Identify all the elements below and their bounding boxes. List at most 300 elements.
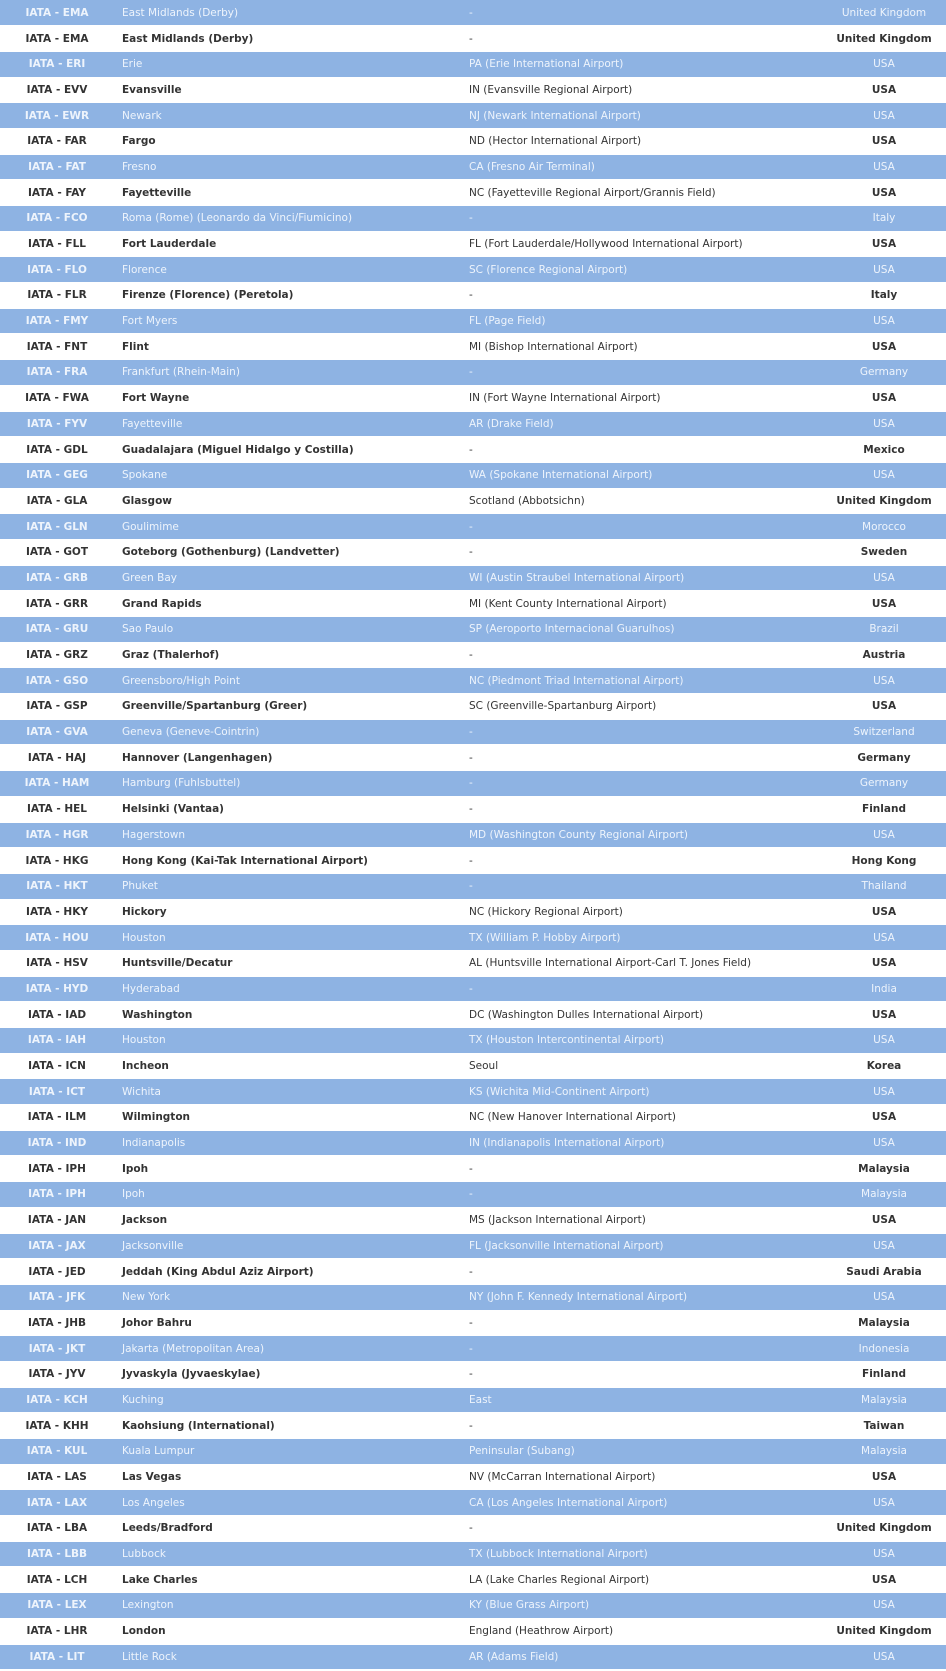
cell-region: IN (Fort Wayne International Airport) [461,385,822,411]
table-row [0,231,946,257]
cell-code: IATA - FAR [0,128,114,154]
cell-city: Fort Lauderdale [114,231,461,257]
table-row [0,1387,946,1413]
cell-code: IATA - IND [0,1130,114,1156]
cell-city: Firenze (Florence) (Peretola) [114,283,461,309]
cell-country: USA [822,899,946,925]
cell-code: IATA - HSV [0,950,114,976]
cell-city: Erie [114,51,461,77]
cell-code: IATA - HOU [0,925,114,951]
cell-city: Hyderabad [114,976,461,1002]
cell-code: IATA - FLO [0,257,114,283]
cell-city: Roma (Rome) (Leonardo da Vinci/Fiumicino) [114,206,461,232]
cell-city: Fayetteville [114,411,461,437]
cell-code: IATA - EVV [0,77,114,103]
cell-country: USA [822,668,946,694]
cell-city: East Midlands (Derby) [114,26,461,52]
table-row [0,128,946,154]
cell-region: - [461,745,822,771]
cell-city: Flint [114,334,461,360]
cell-country: Saudi Arabia [822,1259,946,1285]
cell-code: IATA - FMY [0,308,114,334]
table-row [0,206,946,232]
table-row [0,1516,946,1542]
cell-city: Florence [114,257,461,283]
cell-region: Seoul [461,1053,822,1079]
cell-city: Helsinki (Vantaa) [114,796,461,822]
cell-region: East [461,1387,822,1413]
cell-region: MD (Washington County Regional Airport) [461,822,822,848]
table-row [0,437,946,463]
cell-country: USA [822,1105,946,1131]
table-row [0,488,946,514]
cell-city: Hamburg (Fuhlsbuttel) [114,771,461,797]
cell-city: Fayetteville [114,180,461,206]
cell-code: IATA - FNT [0,334,114,360]
cell-country: USA [822,385,946,411]
cell-country: USA [822,1233,946,1259]
cell-country: USA [822,950,946,976]
cell-code: IATA - ICN [0,1053,114,1079]
table-row [0,1644,946,1670]
cell-region: KY (Blue Grass Airport) [461,1593,822,1619]
cell-city: Newark [114,103,461,129]
cell-code: IATA - FAT [0,154,114,180]
cell-country: India [822,976,946,1002]
cell-region: - [461,976,822,1002]
cell-region: SC (Greenville-Spartanburg Airport) [461,694,822,720]
cell-country: United Kingdom [822,0,946,26]
cell-city: Wilmington [114,1105,461,1131]
cell-region: - [461,796,822,822]
table-row [0,180,946,206]
cell-region: WA (Spokane International Airport) [461,462,822,488]
cell-code: IATA - IPH [0,1182,114,1208]
table-row [0,1028,946,1054]
cell-code: IATA - EWR [0,103,114,129]
cell-city: Geneva (Geneve-Cointrin) [114,719,461,745]
cell-region: - [461,771,822,797]
cell-code: IATA - FLR [0,283,114,309]
cell-city: Kaohsiung (International) [114,1413,461,1439]
table-row [0,1284,946,1310]
cell-region: WI (Austin Straubel International Airport) [461,565,822,591]
table-row [0,1207,946,1233]
cell-code: IATA - HKT [0,873,114,899]
table-row [0,1490,946,1516]
cell-country: USA [822,180,946,206]
cell-region: - [461,848,822,874]
cell-region: FL (Jacksonville International Airport) [461,1233,822,1259]
cell-country: USA [822,154,946,180]
cell-country: Malaysia [822,1387,946,1413]
cell-city: Ipoh [114,1156,461,1182]
table-row [0,411,946,437]
cell-region: TX (Lubbock International Airport) [461,1541,822,1567]
cell-code: IATA - FAY [0,180,114,206]
table-row [0,796,946,822]
cell-city: Greenville/Spartanburg (Greer) [114,694,461,720]
cell-country: USA [822,257,946,283]
cell-city: Jeddah (King Abdul Aziz Airport) [114,1259,461,1285]
cell-region: - [461,514,822,540]
cell-country: USA [822,1079,946,1105]
cell-country: Switzerland [822,719,946,745]
table-row [0,51,946,77]
cell-country: USA [822,462,946,488]
cell-region: SP (Aeroporto Internacional Guarulhos) [461,617,822,643]
cell-city: Goulimime [114,514,461,540]
cell-region: IN (Evansville Regional Airport) [461,77,822,103]
cell-country: USA [822,1541,946,1567]
cell-country: Thailand [822,873,946,899]
cell-region: NY (John F. Kennedy International Airport) [461,1284,822,1310]
cell-code: IATA - JED [0,1259,114,1285]
cell-city: Fort Myers [114,308,461,334]
cell-code: IATA - ERI [0,51,114,77]
cell-code: IATA - LAX [0,1490,114,1516]
cell-country: USA [822,308,946,334]
cell-country: Morocco [822,514,946,540]
cell-country: Malaysia [822,1156,946,1182]
table-row [0,26,946,52]
table-row [0,1618,946,1644]
cell-city: Phuket [114,873,461,899]
cell-city: Kuching [114,1387,461,1413]
cell-region: NC (Piedmont Triad International Airport) [461,668,822,694]
cell-code: IATA - IAH [0,1028,114,1054]
cell-city: Hong Kong (Kai-Tak International Airport) [114,848,461,874]
cell-city: Hickory [114,899,461,925]
cell-country: Italy [822,283,946,309]
cell-city: London [114,1618,461,1644]
cell-city: Glasgow [114,488,461,514]
cell-country: USA [822,565,946,591]
cell-country: United Kingdom [822,1516,946,1542]
cell-code: IATA - GEG [0,462,114,488]
table-row [0,617,946,643]
cell-code: IATA - GRB [0,565,114,591]
cell-code: IATA - GOT [0,539,114,565]
table-row [0,1310,946,1336]
cell-city: Greensboro/High Point [114,668,461,694]
cell-code: IATA - FWA [0,385,114,411]
table-row [0,668,946,694]
table-row [0,1130,946,1156]
cell-country: Hong Kong [822,848,946,874]
cell-code: IATA - KHH [0,1413,114,1439]
cell-city: Johor Bahru [114,1310,461,1336]
table-row [0,334,946,360]
cell-city: Wichita [114,1079,461,1105]
cell-country: USA [822,128,946,154]
cell-country: USA [822,1644,946,1670]
cell-country: USA [822,103,946,129]
cell-region: - [461,206,822,232]
cell-country: Taiwan [822,1413,946,1439]
table-row [0,565,946,591]
cell-region: SC (Florence Regional Airport) [461,257,822,283]
cell-code: IATA - LEX [0,1593,114,1619]
cell-country: USA [822,51,946,77]
cell-region: ND (Hector International Airport) [461,128,822,154]
cell-code: IATA - GDL [0,437,114,463]
cell-city: Jacksonville [114,1233,461,1259]
cell-country: USA [822,1464,946,1490]
cell-region: - [461,1361,822,1387]
cell-country: Malaysia [822,1310,946,1336]
cell-city: Jakarta (Metropolitan Area) [114,1336,461,1362]
cell-region: - [461,1413,822,1439]
cell-city: Jyvaskyla (Jyvaeskylae) [114,1361,461,1387]
cell-country: Italy [822,206,946,232]
cell-city: Guadalajara (Miguel Hidalgo y Costilla) [114,437,461,463]
cell-country: USA [822,1130,946,1156]
cell-code: IATA - GLN [0,514,114,540]
cell-code: IATA - JAN [0,1207,114,1233]
cell-city: Graz (Thalerhof) [114,642,461,668]
cell-country: Malaysia [822,1439,946,1465]
cell-code: IATA - HKY [0,899,114,925]
cell-country: USA [822,925,946,951]
cell-country: Brazil [822,617,946,643]
cell-country: Malaysia [822,1182,946,1208]
cell-country: USA [822,334,946,360]
cell-region: AR (Drake Field) [461,411,822,437]
table-row [0,899,946,925]
cell-code: IATA - FCO [0,206,114,232]
cell-code: IATA - LBB [0,1541,114,1567]
cell-code: IATA - JAX [0,1233,114,1259]
cell-city: Lexington [114,1593,461,1619]
cell-code: IATA - JYV [0,1361,114,1387]
cell-region: KS (Wichita Mid-Continent Airport) [461,1079,822,1105]
cell-code: IATA - HGR [0,822,114,848]
table-row [0,1567,946,1593]
cell-city: Washington [114,1002,461,1028]
cell-region: AL (Huntsville International Airport-Carl T. Jones Field) [461,950,822,976]
table-row [0,1361,946,1387]
table-row [0,257,946,283]
cell-region: NC (Hickory Regional Airport) [461,899,822,925]
cell-region: NC (New Hanover International Airport) [461,1105,822,1131]
table-row [0,1413,946,1439]
cell-country: Korea [822,1053,946,1079]
cell-country: United Kingdom [822,26,946,52]
cell-country: Mexico [822,437,946,463]
cell-city: Ipoh [114,1182,461,1208]
cell-code: IATA - KUL [0,1439,114,1465]
table-row [0,745,946,771]
cell-city: Houston [114,925,461,951]
table-row [0,822,946,848]
cell-country: USA [822,1490,946,1516]
cell-code: IATA - FYV [0,411,114,437]
table-row [0,1156,946,1182]
cell-city: Frankfurt (Rhein-Main) [114,360,461,386]
cell-country: United Kingdom [822,1618,946,1644]
cell-city: Las Vegas [114,1464,461,1490]
cell-region: - [461,642,822,668]
cell-code: IATA - KCH [0,1387,114,1413]
cell-code: IATA - HKG [0,848,114,874]
cell-code: IATA - EMA [0,26,114,52]
table-row [0,771,946,797]
table-row [0,154,946,180]
table-row [0,283,946,309]
cell-code: IATA - GRZ [0,642,114,668]
table-row [0,385,946,411]
table-row [0,1233,946,1259]
cell-code: IATA - HEL [0,796,114,822]
table-row [0,642,946,668]
table-row [0,1336,946,1362]
cell-region: PA (Erie International Airport) [461,51,822,77]
cell-region: - [461,437,822,463]
cell-country: Finland [822,796,946,822]
cell-code: IATA - EMA [0,0,114,26]
table-row [0,0,946,26]
cell-city: Fargo [114,128,461,154]
cell-country: USA [822,591,946,617]
cell-country: USA [822,77,946,103]
cell-region: FL (Fort Lauderdale/Hollywood International Airport) [461,231,822,257]
cell-code: IATA - HAJ [0,745,114,771]
cell-country: USA [822,1593,946,1619]
table-row [0,1053,946,1079]
cell-region: - [461,873,822,899]
table-row [0,1105,946,1131]
cell-city: Green Bay [114,565,461,591]
table-row [0,360,946,386]
cell-code: IATA - GSP [0,694,114,720]
cell-code: IATA - ICT [0,1079,114,1105]
cell-region: - [461,26,822,52]
cell-region: - [461,1182,822,1208]
cell-city: Hannover (Langenhagen) [114,745,461,771]
cell-region: - [461,0,822,26]
table-row [0,1439,946,1465]
table-row [0,1182,946,1208]
cell-country: USA [822,694,946,720]
cell-city: Lake Charles [114,1567,461,1593]
cell-country: USA [822,822,946,848]
cell-city: Evansville [114,77,461,103]
cell-region: Scotland (Abbotsichn) [461,488,822,514]
cell-region: TX (William P. Hobby Airport) [461,925,822,951]
cell-code: IATA - GVA [0,719,114,745]
cell-code: IATA - GRR [0,591,114,617]
cell-region: AR (Adams Field) [461,1644,822,1670]
cell-region: MI (Bishop International Airport) [461,334,822,360]
cell-region: MI (Kent County International Airport) [461,591,822,617]
cell-country: USA [822,1567,946,1593]
table-row [0,719,946,745]
table-row [0,873,946,899]
cell-code: IATA - IPH [0,1156,114,1182]
cell-region: - [461,539,822,565]
cell-country: Germany [822,745,946,771]
cell-country: USA [822,1284,946,1310]
cell-country: USA [822,1207,946,1233]
cell-city: Fresno [114,154,461,180]
cell-country: Indonesia [822,1336,946,1362]
cell-region: NC (Fayetteville Regional Airport/Grannis Field) [461,180,822,206]
cell-region: - [461,360,822,386]
cell-code: IATA - JHB [0,1310,114,1336]
cell-city: Little Rock [114,1644,461,1670]
table-row [0,514,946,540]
cell-code: IATA - IAD [0,1002,114,1028]
cell-city: Incheon [114,1053,461,1079]
cell-city: Spokane [114,462,461,488]
cell-region: - [461,719,822,745]
cell-code: IATA - FLL [0,231,114,257]
cell-country: USA [822,411,946,437]
cell-city: Sao Paulo [114,617,461,643]
cell-code: IATA - JFK [0,1284,114,1310]
table-row [0,1464,946,1490]
table-row [0,1079,946,1105]
cell-city: New York [114,1284,461,1310]
cell-region: LA (Lake Charles Regional Airport) [461,1567,822,1593]
cell-country: Sweden [822,539,946,565]
table-row [0,1259,946,1285]
cell-code: IATA - LCH [0,1567,114,1593]
cell-region: MS (Jackson International Airport) [461,1207,822,1233]
table-row [0,308,946,334]
cell-city: Hagerstown [114,822,461,848]
table-row [0,950,946,976]
cell-code: IATA - LHR [0,1618,114,1644]
cell-region: DC (Washington Dulles International Airport) [461,1002,822,1028]
cell-code: IATA - GRU [0,617,114,643]
cell-region: - [461,1516,822,1542]
cell-code: IATA - LBA [0,1516,114,1542]
cell-code: IATA - FRA [0,360,114,386]
cell-region: Peninsular (Subang) [461,1439,822,1465]
cell-city: Fort Wayne [114,385,461,411]
cell-region: IN (Indianapolis International Airport) [461,1130,822,1156]
cell-region: FL (Page Field) [461,308,822,334]
cell-country: USA [822,231,946,257]
cell-region: TX (Houston Intercontinental Airport) [461,1028,822,1054]
cell-city: Jackson [114,1207,461,1233]
table-row [0,1593,946,1619]
cell-region: - [461,1310,822,1336]
cell-country: Austria [822,642,946,668]
cell-country: United Kingdom [822,488,946,514]
cell-code: IATA - LIT [0,1644,114,1670]
cell-city: Lubbock [114,1541,461,1567]
cell-city: Huntsville/Decatur [114,950,461,976]
cell-code: IATA - GLA [0,488,114,514]
cell-region: NV (McCarran International Airport) [461,1464,822,1490]
cell-country: Germany [822,771,946,797]
cell-code: IATA - ILM [0,1105,114,1131]
table-row [0,925,946,951]
table-row [0,462,946,488]
cell-city: Kuala Lumpur [114,1439,461,1465]
table-row [0,1541,946,1567]
table-row [0,1002,946,1028]
cell-region: England (Heathrow Airport) [461,1618,822,1644]
cell-code: IATA - HYD [0,976,114,1002]
cell-code: IATA - LAS [0,1464,114,1490]
table-row [0,976,946,1002]
cell-region: - [461,283,822,309]
cell-country: USA [822,1002,946,1028]
